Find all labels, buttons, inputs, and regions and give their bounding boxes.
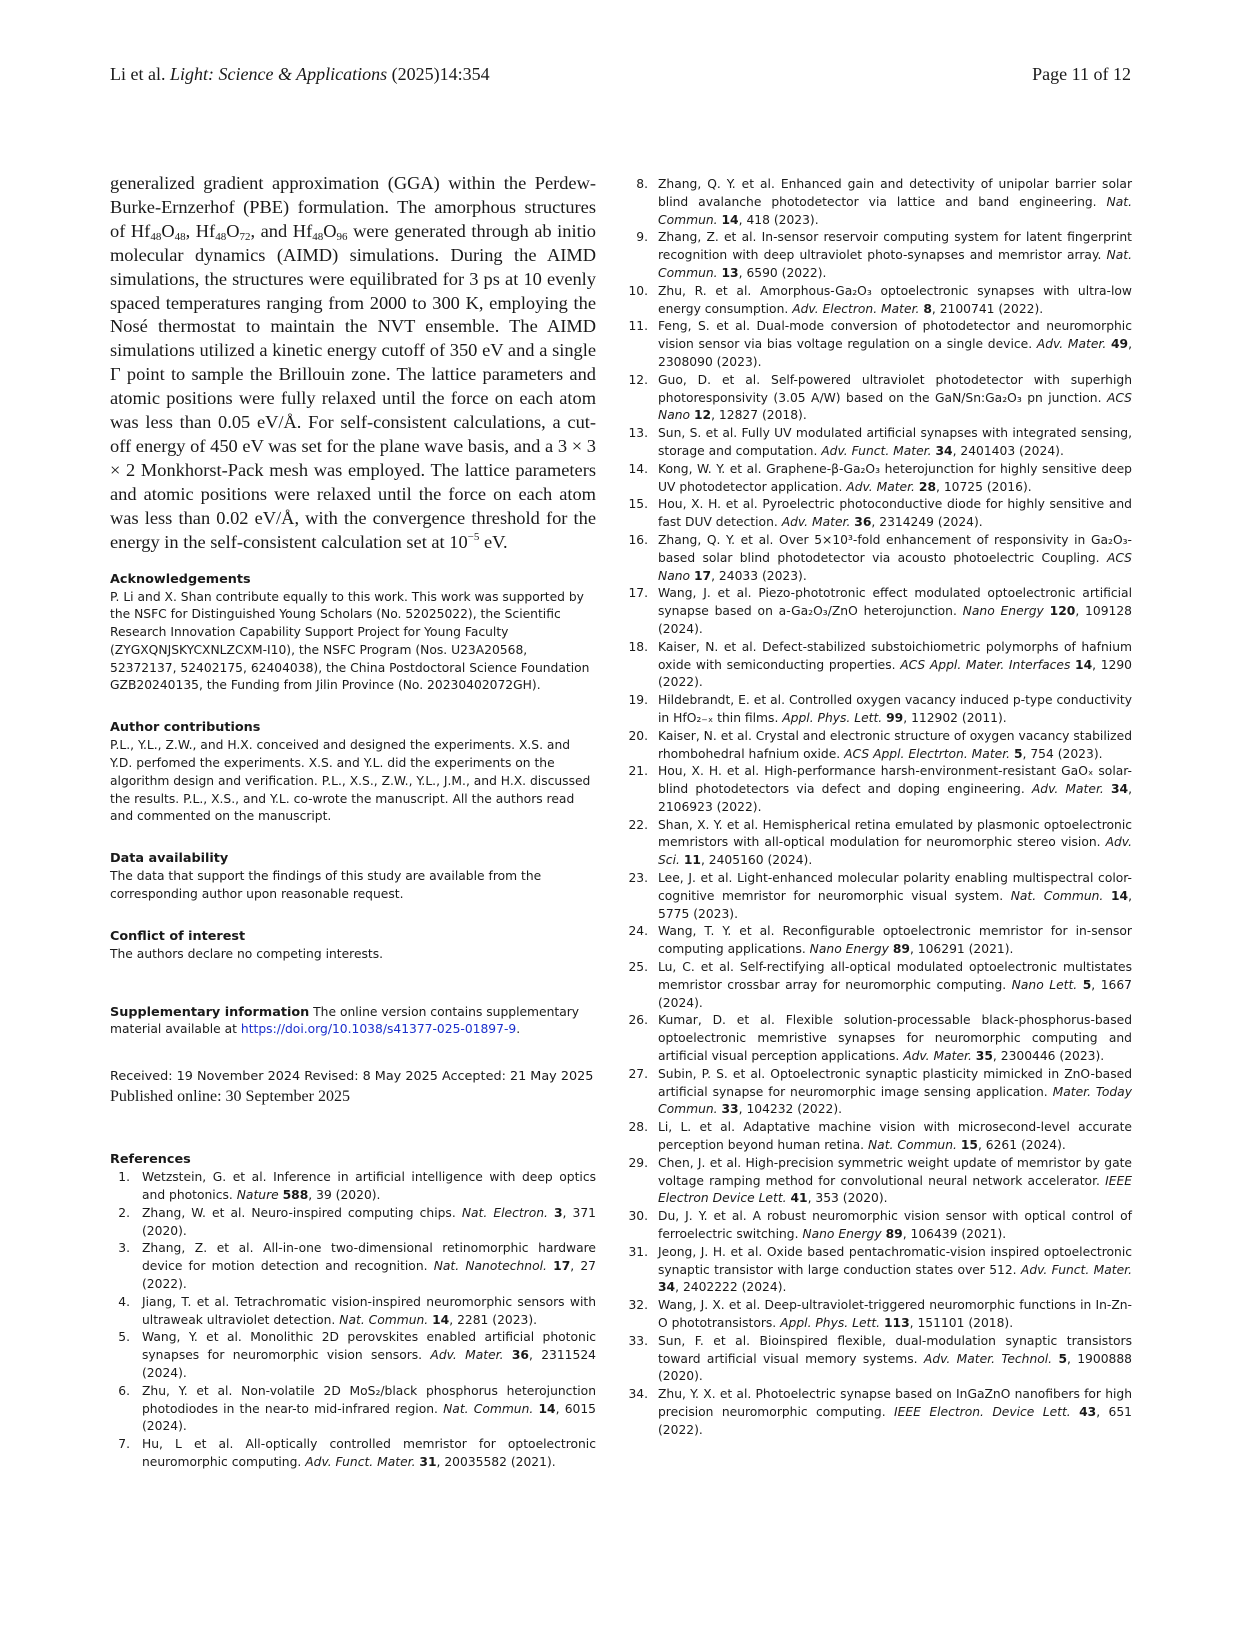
reference-number: 5. xyxy=(118,1330,130,1345)
reference-item xyxy=(624,763,1132,816)
reference-pages-year: , 2100741 (2022). xyxy=(931,301,1044,316)
reference-pages-year: , 418 (2023). xyxy=(738,212,819,227)
reference-journal: Nat. Commun. xyxy=(443,1401,534,1416)
reference-text: Hu, L et al. All-optically controlled memristor for optoelectronic neuromorphic computing. xyxy=(142,1437,596,1469)
reference-text: Kumar, D. et al. Flexible solution-processable black-phosphorus-based optoelectronic memristive synapses for neuromorphic computing and artificial visual perception applications. xyxy=(658,1013,1132,1064)
reference-journal: Adv. Mater. xyxy=(846,479,915,494)
reference-text: Zhang, Z. et al. All-in-one two-dimensional retinomorphic hardware device for motion detection and recognition. xyxy=(142,1241,596,1274)
acknowledgements-text: P. Li and X. Shan contribute equally to this work. This work was supported by the NSFC for Distinguished Young Scholars (No. 52025022), the Scientific Research Innovation Capability Support Project for Young Faculty (ZYGXQNJSKYCXNLZCXM-I10), the NSFC Program (Nos. U23A20568, 52372137, 52402175, 62404038), the China Postdoctoral Science Foundation GZB20240135, the Funding from Jilin Province (No. 20230402072GH). xyxy=(110,589,590,693)
reference-volume: 5 xyxy=(1013,746,1023,761)
reference-number: 24. xyxy=(628,924,648,939)
reference-pages-year: , 371 (2020). xyxy=(142,1205,596,1238)
reference-pages-year: , 24033 (2023). xyxy=(711,568,807,583)
reference-volume: 17 xyxy=(693,568,712,583)
reference-journal: Nano Energy xyxy=(809,942,889,957)
left-column xyxy=(110,172,596,1472)
reference-item xyxy=(624,1208,1132,1244)
reference-journal: Adv. Mater. xyxy=(430,1348,504,1363)
reference-journal: ACS Nano xyxy=(658,390,1132,423)
reference-text: Hou, X. H. et al. Pyroelectric photoconductive diode for highly sensitive and fast DUV detection. xyxy=(658,497,1132,530)
reference-item xyxy=(110,1329,596,1382)
reference-volume: 36 xyxy=(854,515,872,530)
reference-item xyxy=(110,1240,596,1293)
reference-journal: Nat. Commun. xyxy=(658,194,1132,227)
data-availability-section xyxy=(110,850,596,904)
reference-journal: IEEE Electron Device Lett. xyxy=(658,1173,1132,1206)
reference-volume: 8 xyxy=(923,301,932,316)
exponent: −5 xyxy=(467,530,480,543)
reference-pages-year: , 5775 (2023). xyxy=(658,888,1132,921)
reference-number: 6. xyxy=(118,1383,130,1398)
reference-volume: 36 xyxy=(511,1348,529,1363)
author-contributions-heading: Author contributions xyxy=(110,720,261,736)
reference-journal: Adv. Mater. xyxy=(903,1049,972,1064)
references-list-left xyxy=(110,1169,596,1472)
reference-journal: Nat. Nanotechnol. xyxy=(433,1259,547,1274)
reference-text: Guo, D. et al. Self-powered ultraviolet photodetector with superhigh photoresponsivity (3.05 A/W) based on the GaN/Sn:Ga₂O₃ pn junction. xyxy=(658,372,1132,405)
reference-pages-year: , 2308090 (2023). xyxy=(658,337,1132,369)
reference-pages-year: , 27 (2022). xyxy=(142,1259,596,1292)
reference-journal: Nano Energy xyxy=(962,604,1044,619)
reference-item xyxy=(624,461,1132,497)
reference-journal: Adv. Mater. xyxy=(1031,782,1104,797)
reference-number: 25. xyxy=(628,960,648,975)
reference-pages-year: , 2300446 (2023). xyxy=(992,1049,1105,1064)
reference-number: 15. xyxy=(628,497,648,512)
reference-journal: Nat. Commun. xyxy=(339,1312,429,1327)
reference-number: 7. xyxy=(118,1437,130,1452)
reference-journal: Adv. Funct. Mater. xyxy=(305,1455,416,1469)
reference-text: Zhang, Z. et al. In-sensor reservoir computing system for latent fingerprint recognition with deep ultraviolet photo-synapses and memristor array. xyxy=(658,230,1132,263)
reference-item xyxy=(624,1012,1132,1065)
reference-number: 27. xyxy=(628,1066,648,1081)
reference-journal: ACS Appl. Electrton. Mater. xyxy=(844,746,1011,761)
reference-text: Jiang, T. et al. Tetrachromatic vision-inspired neuromorphic sensors with ultraweak ultraviolet detection. xyxy=(142,1294,596,1327)
reference-journal: Nat. Commun. xyxy=(867,1138,957,1153)
reference-volume: 34 xyxy=(658,1280,676,1295)
reference-item xyxy=(624,817,1132,870)
reference-text: Kaiser, N. et al. Defect-stabilized substoichiometric polymorphs of hafnium oxide with semiconducting properties. xyxy=(658,639,1132,672)
reference-pages-year: , 39 (2020). xyxy=(308,1188,381,1203)
reference-volume: 89 xyxy=(885,1227,903,1242)
page-number: Page 11 of 12 xyxy=(1032,64,1131,84)
reference-pages-year: , 6015 (2024). xyxy=(142,1401,596,1434)
reference-volume: 33 xyxy=(721,1102,739,1117)
reference-volume: 5 xyxy=(1082,977,1092,992)
reference-number: 29. xyxy=(628,1155,648,1170)
reference-pages-year: , 2314249 (2024). xyxy=(871,515,983,530)
reference-number: 23. xyxy=(628,871,648,886)
reference-number: 2. xyxy=(118,1205,130,1220)
reference-pages-year: , 2106923 (2022). xyxy=(658,782,1132,814)
reference-item xyxy=(624,728,1132,764)
reference-item xyxy=(110,1169,596,1205)
reference-pages-year: , 10725 (2016). xyxy=(936,479,1032,494)
reference-number: 10. xyxy=(628,283,648,298)
supplementary-heading: Supplementary information xyxy=(110,1004,310,1020)
doi-link[interactable]: https://doi.org/10.1038/s41377-025-01897-9 xyxy=(240,1022,517,1037)
reference-journal: Nat. Commun. xyxy=(658,248,1132,280)
formula-hf48o96: $Hf_{48}O_{96}$ xyxy=(292,220,348,243)
reference-volume: 3 xyxy=(553,1205,563,1220)
reference-volume: 17 xyxy=(553,1259,571,1274)
reference-pages-year: , 20035582 (2021). xyxy=(436,1455,556,1469)
supplementary-text: The online version contains supplementary material available at xyxy=(110,1004,580,1037)
header-journal: Light: Science & Applications xyxy=(169,64,388,84)
reference-journal: ACS Appl. Mater. Interfaces xyxy=(900,657,1071,672)
reference-volume: 12 xyxy=(693,408,712,423)
right-column xyxy=(624,176,1132,1440)
reference-journal: Adv. Mater. Technol. xyxy=(923,1351,1053,1366)
reference-volume: 14 xyxy=(538,1401,556,1416)
reference-text: Zhu, Y. X. et al. Photoelectric synapse based on InGaZnO nanofibers for high precision neuromorphic computing. xyxy=(658,1387,1132,1419)
reference-volume: 34 xyxy=(1110,782,1129,797)
reference-journal: Adv. Electron. Mater. xyxy=(792,301,920,316)
methods-text: generalized gradient approximation (GGA) within the Perdew-Burke-Ernzerhof (PBE) formulation. The amorphous structures of xyxy=(110,173,596,241)
reference-item xyxy=(624,425,1132,461)
reference-text: Subin, P. S. et al. Optoelectronic synaptic plasticity mimicked in ZnO-based artificial synapse for neuromorphic image sensing application. xyxy=(658,1066,1132,1099)
reference-text: Lu, C. et al. Self-rectifying all-optical modulated optoelectronic multistates memristor crossbar array for neuromorphic computing. xyxy=(658,960,1132,992)
reference-text: Feng, S. et al. Dual-mode conversion of photodetector and neuromorphic vision sensor via bias voltage regulation on a single device. xyxy=(658,319,1132,352)
reference-item xyxy=(110,1205,596,1241)
reference-text: Sun, S. et al. Fully UV modulated artificial synapses with integrated sensing, storage and computation. xyxy=(658,426,1132,458)
acknowledgements-heading: Acknowledgements xyxy=(110,571,251,587)
reference-volume: 15 xyxy=(960,1138,978,1153)
reference-number: 14. xyxy=(628,461,648,476)
reference-text: Li, L. et al. Adaptative machine vision with microsecond-level accurate perception beyond human retina. xyxy=(658,1120,1132,1153)
reference-volume: 34 xyxy=(935,443,953,458)
reference-text: Kaiser, N. et al. Crystal and electronic structure of oxygen vacancy stabilized rhombohedral hafnium oxide. xyxy=(658,728,1132,761)
reference-pages-year: , 353 (2020). xyxy=(807,1191,888,1206)
reference-item xyxy=(624,692,1132,728)
reference-pages-year: , 651 (2022). xyxy=(658,1404,1132,1437)
header-authors: Li et al. xyxy=(110,64,166,84)
data-availability-heading: Data availability xyxy=(110,851,229,867)
reference-pages-year: , 1900888 (2020). xyxy=(658,1351,1132,1384)
reference-number: 17. xyxy=(628,586,648,601)
reference-journal: Adv. Mater. xyxy=(1036,337,1107,352)
reference-item xyxy=(624,923,1132,959)
reference-item xyxy=(624,1119,1132,1155)
reference-journal: Adv. Funct. Mater. xyxy=(821,443,932,458)
reference-pages-year: , 109128 (2024). xyxy=(658,604,1132,636)
reference-number: 4. xyxy=(118,1294,130,1309)
reference-pages-year: , 151101 (2018). xyxy=(909,1316,1014,1330)
reference-number: 21. xyxy=(628,764,648,779)
reference-number: 32. xyxy=(628,1298,648,1313)
author-contributions-text: P.L., Y.L., Z.W., and H.X. conceived and designed the experiments. X.S. and Y.D. perfomed the experiments. X.S. and Y.L. did the experiments on the algorithm design and verification. P.L., X.S., Z.W., Y.L., J.M., and H.X. discussed the results. P.L., X.S., and Y.L. co-wrote the manuscript. All the authors read and commented on the manuscript. xyxy=(110,738,591,824)
header-citation xyxy=(110,64,490,85)
reference-text: Wang, J. et al. Piezo-phototronic effect modulated optoelectronic artificial synapse based on a-Ga₂O₃/ZnO heterojunction. xyxy=(658,586,1132,619)
reference-pages-year: , 754 (2023). xyxy=(1022,746,1103,761)
reference-volume: 99 xyxy=(886,710,904,725)
reference-number: 12. xyxy=(628,372,648,387)
reference-journal: Appl. Phys. Lett. xyxy=(782,710,883,725)
reference-item xyxy=(624,1297,1132,1333)
reference-text: Zhang, Q. Y. et al. Enhanced gain and detectivity of unipolar barrier solar blind avalanche photodetector via lattice and band engineering. xyxy=(658,177,1132,209)
reference-item xyxy=(624,870,1132,923)
reference-item xyxy=(624,283,1132,319)
reference-number: 16. xyxy=(628,532,648,547)
reference-text: Hildebrandt, E. et al. Controlled oxygen vacancy induced p-type conductivity in HfO₂₋ₓ thin films. xyxy=(658,693,1132,725)
reference-number: 19. xyxy=(628,693,648,708)
reference-text: Sun, F. et al. Bioinspired flexible, dual-modulation synaptic transistors toward artificial visual memory systems. xyxy=(658,1333,1132,1366)
reference-volume: 11 xyxy=(683,853,701,868)
reference-volume: 5 xyxy=(1058,1351,1067,1366)
reference-journal: Nature xyxy=(236,1188,279,1203)
reference-pages-year: , 1667 (2024). xyxy=(658,977,1132,1010)
reference-number: 11. xyxy=(628,319,648,334)
reference-item xyxy=(624,1155,1132,1208)
reference-number: 33. xyxy=(628,1333,648,1348)
reference-journal: Nano Lett. xyxy=(1011,977,1078,992)
reference-text: Wang, J. X. et al. Deep-ultraviolet-triggered neuromorphic functions in In-Zn-O phototransistors. xyxy=(658,1298,1132,1330)
reference-journal: Adv. Mater. xyxy=(781,515,851,530)
formula-hf48o48: $Hf_{48}O_{48}$ xyxy=(130,220,186,243)
reference-item xyxy=(624,372,1132,425)
reference-pages-year: , 104232 (2022). xyxy=(738,1102,843,1117)
acknowledgements-section xyxy=(110,571,596,696)
author-contributions-section xyxy=(110,719,596,826)
reference-item xyxy=(624,585,1132,638)
reference-item xyxy=(624,318,1132,371)
reference-item xyxy=(624,176,1132,229)
reference-item xyxy=(624,1066,1132,1119)
reference-item xyxy=(624,1333,1132,1386)
references-heading: References xyxy=(110,1152,191,1168)
reference-text: Wang, T. Y. et al. Reconfigurable optoelectronic memristor for in-sensor computing applications. xyxy=(658,924,1132,957)
methods-text: were generated through ab initio molecular dynamics (AIMD) simulations. During the AIMD simulations, the structures were equilibrated for 3 ps at 10 evenly spaced temperatures ranging from 2000 to 300 K, employing the Nosé thermostat to maintain the NVT ensemble. The AIMD simulations utilized a kinetic energy cutoff of 350 eV and a single Γ point to sample the Brillouin zone. The lattice parameters and atomic positions were fully relaxed until the force on each atom was less than 0.05 eV/Å. For self-consistent calculations, a cut-off energy of 450 eV was set for the plane wave basis, and a 3 × 3 × 2 Monkhorst-Pack mesh was employed. The lattice parameters and atomic positions were relaxed until the force on each atom was less than 0.02 eV/Å, with the convergence threshold for the energy in the self-consistent calculation set at 10 xyxy=(110,220,596,552)
reference-number: 18. xyxy=(628,639,648,654)
reference-pages-year: , 112902 (2011). xyxy=(903,710,1007,725)
article-dates xyxy=(110,1067,596,1107)
reference-volume: 89 xyxy=(892,942,910,957)
reference-number: 26. xyxy=(628,1013,648,1028)
reference-pages-year: , 2405160 (2024). xyxy=(700,853,813,868)
reference-number: 9. xyxy=(636,230,648,245)
reference-text: Chen, J. et al. High-precision symmetric weight update of memristor by gate voltage ramping method for convolutional neural network accelerator. xyxy=(658,1155,1132,1188)
reference-item xyxy=(624,229,1132,282)
reference-volume: 31 xyxy=(419,1455,437,1469)
reference-text: Du, J. Y. et al. A robust neuromorphic vision sensor with optical control of ferroelectric switching. xyxy=(658,1209,1132,1242)
reference-number: 20. xyxy=(628,728,648,743)
reference-volume: 35 xyxy=(975,1049,993,1064)
reference-journal: IEEE Electron. Device Lett. xyxy=(894,1404,1071,1419)
reference-number: 3. xyxy=(118,1241,130,1256)
reference-volume: 588 xyxy=(282,1188,309,1203)
reference-pages-year: , 2281 (2023). xyxy=(449,1312,538,1327)
reference-text: Lee, J. et al. Light-enhanced molecular polarity enabling multispectral color-cognitive memristor for neuromorphic visual system. xyxy=(658,871,1132,903)
header-volume: (2025)14:354 xyxy=(391,64,490,84)
reference-pages-year: , 2402222 (2024). xyxy=(675,1280,787,1295)
reference-volume: 14 xyxy=(432,1312,450,1327)
reference-text: Jeong, J. H. et al. Oxide based pentachromatic-vision inspired optoelectronic synaptic transistor with large conduction states over 512. xyxy=(658,1244,1132,1277)
reference-item xyxy=(110,1294,596,1330)
reference-journal: Mater. Today Commun. xyxy=(658,1084,1132,1117)
methods-text: eV. xyxy=(479,531,508,552)
reference-pages-year: , 2401403 (2024). xyxy=(952,443,1064,458)
published-online: Published online: 30 September 2025 xyxy=(110,1088,350,1106)
supplementary-section: Supplementary information The online version contains supplementary material available at https://doi.org/10.1038/s41377-025-01897-9. xyxy=(110,1004,580,1037)
reference-item xyxy=(624,496,1132,532)
reference-number: 1. xyxy=(118,1170,130,1185)
reference-volume: 28 xyxy=(918,479,937,494)
reference-item xyxy=(110,1436,596,1472)
reference-journal: Adv. Sci. xyxy=(658,835,1132,868)
reference-text: Shan, X. Y. et al. Hemispherical retina emulated by plasmonic optoelectronic memristors with all-optical modulation for neuromorphic stereo vision. xyxy=(658,817,1132,850)
reference-text: Zhu, R. et al. Amorphous-Ga₂O₃ optoelectronic synapses with ultra-low energy consumption. xyxy=(658,283,1132,316)
reference-pages-year: , 12827 (2018). xyxy=(711,408,807,423)
reference-number: 30. xyxy=(628,1209,648,1224)
reference-item xyxy=(624,1244,1132,1297)
conflict-of-interest-heading: Conflict of interest xyxy=(110,928,246,944)
reference-journal: Nano Energy xyxy=(802,1227,882,1242)
reference-number: 13. xyxy=(628,426,648,441)
reference-volume: 14 xyxy=(1110,888,1129,903)
reference-pages-year: , 6590 (2022). xyxy=(738,265,827,280)
reference-pages-year: , 2311524 (2024). xyxy=(142,1348,596,1381)
reference-text: Wetzstein, G. et al. Inference in artificial intelligence with deep optics and photonics. xyxy=(142,1170,596,1203)
reference-text: Kong, W. Y. et al. Graphene-β-Ga₂O₃ heterojunction for highly sensitive deep UV photodetector application. xyxy=(658,461,1132,494)
reference-item xyxy=(624,959,1132,1012)
reference-volume: 113 xyxy=(883,1316,910,1330)
reference-item xyxy=(624,1386,1132,1439)
received-revised-accepted: Received: 19 November 2024 Revised: 8 May 2025 Accepted: 21 May 2025 xyxy=(110,1069,594,1085)
reference-number: 34. xyxy=(628,1387,648,1402)
reference-volume: 14 xyxy=(721,212,739,227)
reference-pages-year: , 106291 (2021). xyxy=(909,942,1014,957)
reference-journal: Nat. Electron. xyxy=(461,1205,548,1220)
reference-item xyxy=(624,532,1132,585)
reference-journal: Appl. Phys. Lett. xyxy=(780,1316,881,1330)
reference-volume: 49 xyxy=(1110,337,1129,352)
reference-pages-year: , 1290 (2022). xyxy=(658,657,1132,690)
reference-number: 8. xyxy=(636,177,648,191)
reference-number: 22. xyxy=(628,817,648,832)
reference-text: Zhang, Q. Y. et al. Over 5×10³-fold enhancement of responsivity in Ga₂O₃-based solar blind photodetector via acousto photoelectric Coupling. xyxy=(658,532,1132,565)
reference-item xyxy=(110,1383,596,1436)
reference-volume: 41 xyxy=(790,1191,808,1206)
references-list-right xyxy=(624,176,1132,1440)
reference-text: Zhang, W. et al. Neuro-inspired computing chips. xyxy=(142,1205,462,1220)
reference-volume: 13 xyxy=(721,265,739,280)
reference-volume: 14 xyxy=(1075,657,1093,672)
reference-number: 31. xyxy=(628,1244,648,1259)
conflict-of-interest-text: The authors declare no competing interests. xyxy=(110,946,384,961)
reference-volume: 43 xyxy=(1079,1404,1097,1419)
reference-number: 28. xyxy=(628,1120,648,1135)
formula-hf48o72: $Hf_{48}O_{72}$ xyxy=(195,220,251,243)
reference-journal: ACS Nano xyxy=(658,550,1132,583)
conflict-of-interest-section xyxy=(110,928,596,964)
reference-text: Wang, Y. et al. Monolithic 2D perovskites enabled artificial photonic synapses for neuromorphic vision sensors. xyxy=(142,1330,596,1363)
reference-text: Zhu, Y. et al. Non-volatile 2D MoS₂/black phosphorus heterojunction photodiodes in the near-to mid-infrared region. xyxy=(142,1383,596,1416)
data-availability-text: The data that support the findings of this study are available from the corresponding author upon reasonable request. xyxy=(110,869,542,902)
reference-text: Hou, X. H. et al. High-performance harsh-environment-resistant GaOₓ solar-blind photodetectors via defect and doping engineering. xyxy=(658,764,1132,797)
reference-pages-year: , 6261 (2024). xyxy=(977,1138,1066,1153)
reference-journal: Adv. Funct. Mater. xyxy=(1020,1262,1132,1277)
reference-item xyxy=(624,639,1132,692)
reference-volume: 120 xyxy=(1049,604,1076,619)
reference-journal: Nat. Commun. xyxy=(1010,888,1104,903)
methods-paragraph: generalized gradient approximation (GGA) within the Perdew-Burke-Ernzerhof (PBE) formulation. The amorphous structures of $Hf_{48}O_{48}$, $Hf_{48}O_{72}$, and $Hf_{48}O_{96}$ were generated through ab initio molecular dynamics (AIMD) simulations. During the AIMD simulations, the structures were equilibrated for 3 ps at 10 evenly spaced temperatures ranging from 2000 to 300 K, employing the Nosé thermostat to maintain the NVT ensemble. The AIMD simulations utilized a kinetic energy cutoff of 350 eV and a single Γ point to sample the Brillouin zone. The lattice parameters and atomic positions were fully relaxed until the force on each atom was less than 0.05 eV/Å. For self-consistent calculations, a cut-off energy of 450 eV was set for the plane wave basis, and a 3 × 3 × 2 Monkhorst-Pack mesh was employed. The lattice parameters and atomic positions were relaxed until the force on each atom was less than 0.02 eV/Å, with the convergence threshold for the energy in the self-consistent calculation set at $10^{-5}$ eV. xyxy=(110,173,596,552)
running-header xyxy=(110,64,1131,88)
reference-pages-year: , 106439 (2021). xyxy=(902,1227,1007,1242)
